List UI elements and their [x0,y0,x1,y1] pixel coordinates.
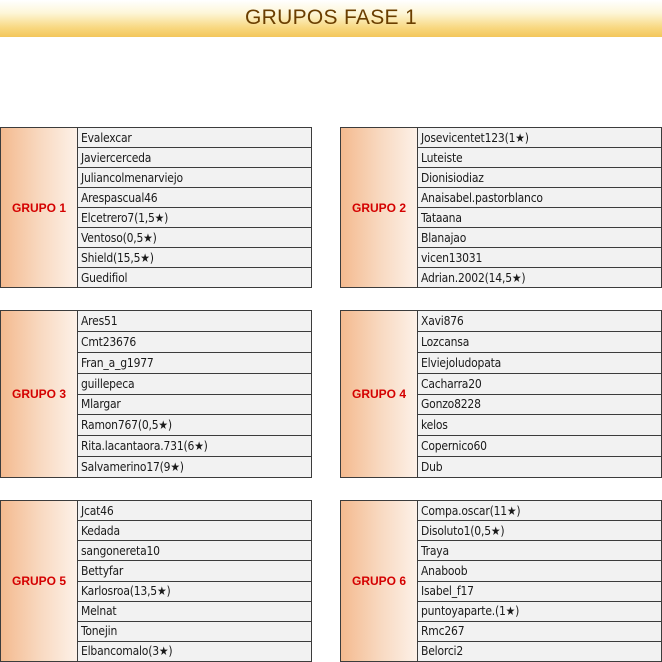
member-row: Lozcansa [418,332,661,353]
member-row: Rita.lacantaora.731(6★) [78,436,311,457]
group-2-table [340,127,662,288]
member-row: Anaboob [418,561,661,581]
group-label: GRUPO 4 [341,311,418,477]
group-5-table [0,500,312,662]
member-row: Isabel_f17 [418,582,661,602]
member-row: Cacharra20 [418,374,661,395]
member-row: vicen13031 [418,248,661,268]
title-banner [0,0,662,37]
member-row: Ares51 [78,311,311,332]
member-row: Josevicentet123(1★) [418,128,661,148]
member-row: Javiercerceda [78,148,311,168]
member-row: Shield(15,5★) [78,248,311,268]
member-row: Karlosroa(13,5★) [78,582,311,602]
member-row: puntoyaparte.(1★) [418,602,661,622]
member-row: Elcetrero7(1,5★) [78,208,311,228]
group-label: GRUPO 2 [341,128,418,287]
member-row: Tonejin [78,622,311,642]
member-row: Compa.oscar(11★) [418,501,661,521]
group-label: GRUPO 5 [1,501,78,661]
member-row: Luteiste [418,148,661,168]
group-4-table [340,310,662,478]
member-row: Jcat46 [78,501,311,521]
member-row: Arespascual46 [78,188,311,208]
group-label: GRUPO 1 [1,128,78,287]
group-3-table [0,310,312,478]
member-row: Blanajao [418,228,661,248]
group-label: GRUPO 6 [341,501,418,661]
member-row: Evalexcar [78,128,311,148]
member-row: Guedifiol [81,270,128,285]
member-row: Ramon767(0,5★) [78,415,311,436]
member-row: Belorci2 [421,644,464,659]
member-list [418,128,661,287]
member-row: guillepeca [78,374,311,395]
member-list [78,128,311,287]
member-row: Tataana [418,208,661,228]
member-row: kelos [418,415,661,436]
member-row: Kedada [78,521,311,541]
group-1-table [0,127,312,288]
member-row: Copernico60 [418,436,661,457]
member-row: Bettyfar [78,561,311,581]
member-list [78,311,311,477]
member-list [418,501,661,661]
group-6-table [340,500,662,662]
member-row: Adrian.2002(14,5★) [421,270,526,285]
member-row: sangonereta10 [78,541,311,561]
member-row: Disoluto1(0,5★) [418,521,661,541]
member-row: Rmc267 [418,622,661,642]
member-row: Mlargar [78,395,311,416]
member-row: Elbancomalo(3★) [81,644,173,659]
member-row: Fran_a_g1977 [78,353,311,374]
member-row: Dionisiodiaz [418,168,661,188]
member-row: Ventoso(0,5★) [78,228,311,248]
page-title: GRUPOS FASE 1 [245,6,417,29]
member-row: Melnat [78,602,311,622]
member-row: Cmt23676 [78,332,311,353]
group-label: GRUPO 3 [1,311,78,477]
member-row: Elviejoludopata [418,353,661,374]
member-row: Anaisabel.pastorblanco [418,188,661,208]
member-row: Traya [418,541,661,561]
member-row: Xavi876 [418,311,661,332]
member-row: Dub [421,460,443,475]
member-row: Gonzo8228 [418,395,661,416]
member-row: Juliancolmenarviejo [78,168,311,188]
member-list [418,311,661,477]
member-row: Salvamerino17(9★) [81,460,184,475]
member-list [78,501,311,661]
